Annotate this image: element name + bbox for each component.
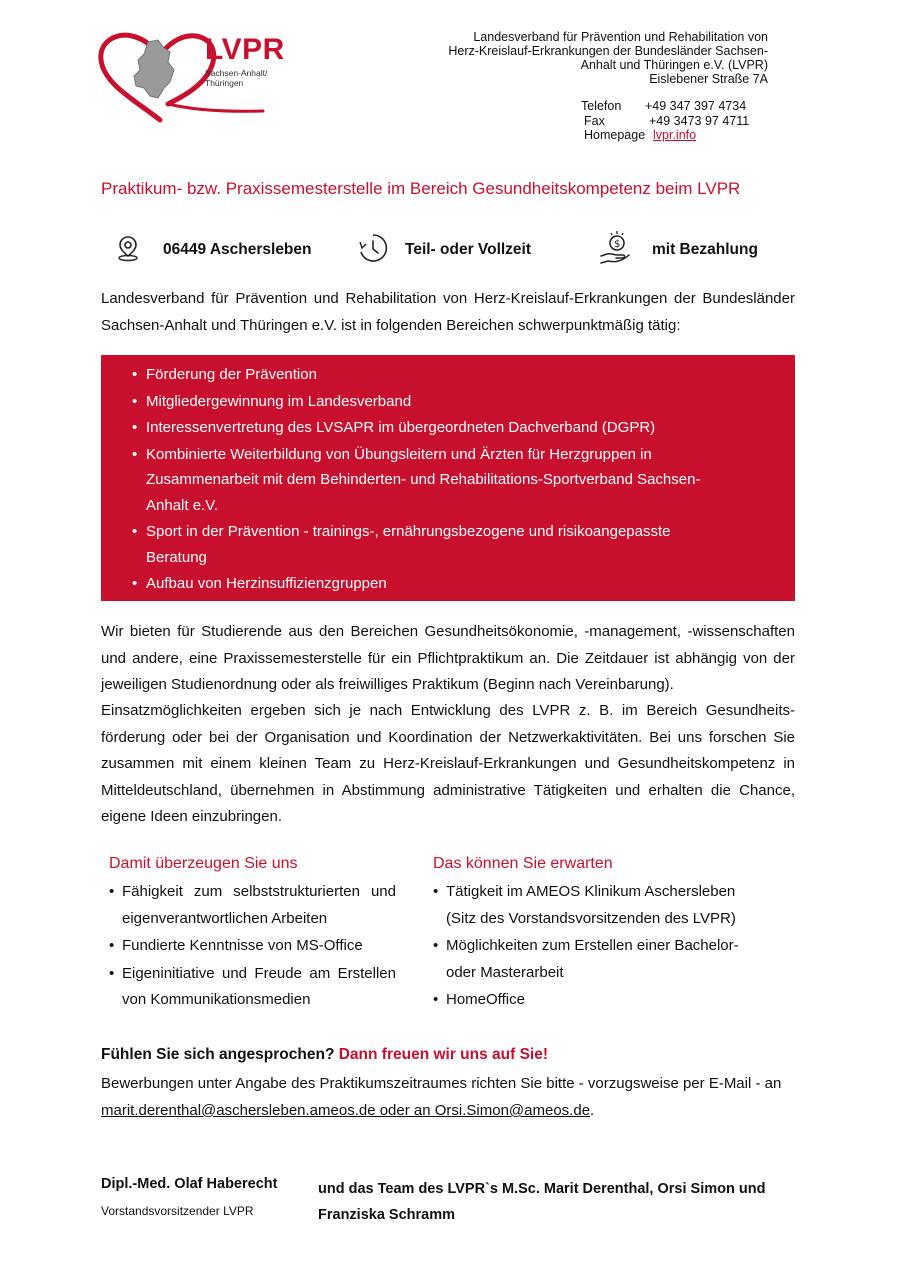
homepage-label: Homepage [584, 128, 646, 142]
requirements-column [109, 855, 396, 1015]
application-period: . [590, 1102, 595, 1119]
fact-label: 06449 Aschersleben [163, 241, 312, 258]
location-pin-icon [115, 234, 163, 267]
phone-number: +49 347 397 4734 [645, 99, 747, 113]
application-text [101, 1070, 801, 1124]
application-instruction: Bewerbungen unter Angabe des Praktikumszeitraumes richten Sie bitte - vorzugsweise per E-Mail - an [101, 1075, 782, 1092]
phone-row [581, 99, 749, 114]
homepage-link[interactable]: lvpr.info [653, 128, 697, 142]
list-item: • HomeOffice [433, 987, 753, 1014]
offer-paragraph: Wir bieten für Studierende aus den Bereichen Gesundheitsökonomie, -management, -wissenschaften und andere, eine Praxissemesterstelle für ein Pflichtpraktikum an. Die Zeitdauer ist abhängig von der jeweiligen Studienordnung oder als freiwilliges Praktikum (Beginn nach Vereinbarung). [101, 623, 795, 693]
call-to-action [101, 1046, 548, 1064]
expectations-heading: Das können Sie erwarten [433, 855, 613, 872]
list-item: • Interessenvertretung des LVSAPR im übergeordneten Dachverband (DGPR) [127, 415, 735, 441]
focus-areas-list [127, 362, 735, 597]
homepage-row [581, 128, 749, 143]
address-line: Herz-Kreislauf-Erkrankungen der Bundesländer Sachsen- [448, 44, 768, 58]
job-facts [101, 230, 801, 270]
requirements-list [109, 879, 396, 1014]
focus-areas-box [101, 355, 795, 601]
fact-payment [598, 230, 758, 270]
details-paragraph: Einsatzmöglichkeiten ergeben sich je nach Entwicklung des LVPR z. B. im Bereich Gesundheits-förderung oder bei der Organisation und Koordination der Netzwerkaktivitäten. Bei uns forschen Sie zusammen mit einem kleinen Team zu Herz-Kreislauf-Erkrankungen und Gesundheitskompetenz in Mitteldeutschland, übernehmen in Abstimmung administrative Tätigkeiten und erhalten die Chance, eigene Ideen einzubringen. [101, 702, 795, 825]
fax-row [581, 114, 749, 129]
fact-location [115, 230, 312, 270]
list-item: • Kombinierte Weiterbildung von Übungsleitern und Ärzten für Herzgruppen in Zusammenarbeit mit dem Behinderten- und Rehabilitations-Sportverband Sachsen-Anhalt e.V. [127, 442, 735, 519]
logo-subtitle [205, 68, 267, 88]
logo-wordmark: LVPR [205, 33, 285, 66]
organization-address [448, 30, 768, 86]
svg-text:$: $ [614, 238, 621, 250]
clock-icon [357, 232, 405, 269]
signatory-role: Vorstandsvorsitzender LVPR [101, 1204, 254, 1218]
fact-hours [357, 230, 531, 270]
list-item: • Fundierte Kenntnisse von MS-Office [109, 933, 396, 960]
list-item: • Aufbau von Herzinsuffizienzgruppen [127, 571, 735, 597]
signatory-name: Dipl.-Med. Olaf Haberecht [101, 1176, 278, 1192]
cta-question: Fühlen Sie sich angesprochen? [101, 1046, 335, 1063]
phone-label: Telefon [581, 99, 622, 113]
fax-number: +49 3473 97 4711 [649, 113, 750, 128]
logo-subtitle-line: Sachsen-Anhalt/ [205, 68, 268, 78]
job-title: Praktikum- bzw. Praxissemesterstelle im Bereich Gesundheitskompetenz beim LVPR [101, 179, 741, 198]
list-item: • Förderung der Prävention [127, 362, 735, 388]
list-item: • Möglichkeiten zum Erstellen einer Bachelor- oder Masterarbeit [433, 933, 746, 986]
address-line: Eislebener Straße 7A [649, 72, 768, 86]
fax-label: Fax [584, 113, 605, 128]
email-links[interactable]: marit.derenthal@aschersleben.ameos.de oder an Orsi.Simon@ameos.de [101, 1102, 591, 1119]
address-line: Anhalt und Thüringen e.V. (LVPR) [580, 58, 768, 72]
cta-answer: Dann freuen wir uns auf Sie! [338, 1046, 549, 1063]
intro-paragraph: Landesverband für Prävention und Rehabilitation von Herz-Kreislauf-Erkrankungen der Bundesländer Sachsen-Anhalt und Thüringen e.V. ist in folgenden Bereichen schwerpunktmäßig tätig: [101, 290, 795, 334]
list-item: • Eigeninitiative und Freude am Erstellen von Kommunikationsmedien [109, 961, 396, 1014]
expectations-list [433, 879, 753, 1014]
team-signature: und das Team des LVPR`s M.Sc. Marit Derenthal, Orsi Simon und Franziska Schramm [318, 1181, 766, 1223]
contact-block [581, 99, 749, 143]
list-item: • Sport in der Prävention - trainings-, ernährungsbezogene und risikoangepasste Beratung [127, 519, 735, 570]
money-hand-icon [598, 230, 652, 271]
address-line: Landesverband für Prävention und Rehabilitation von [473, 30, 768, 44]
expectations-column [433, 855, 753, 1015]
logo-subtitle-line: Thüringen [205, 78, 244, 88]
requirements-heading: Damit überzeugen Sie uns [109, 855, 298, 872]
fact-label: Teil- oder Vollzeit [405, 241, 532, 258]
list-item: • Tätigkeit im AMEOS Klinikum Aschersleben (Sitz des Vorstandsvorsitzenden des LVPR) [433, 879, 746, 932]
list-item: • Mitgliedergewinnung im Landesverband [127, 389, 735, 415]
list-item: • Fähigkeit zum selbststrukturierten und eigenverantwortlichen Arbeiten [109, 879, 396, 932]
fact-label: mit Bezahlung [652, 241, 758, 258]
